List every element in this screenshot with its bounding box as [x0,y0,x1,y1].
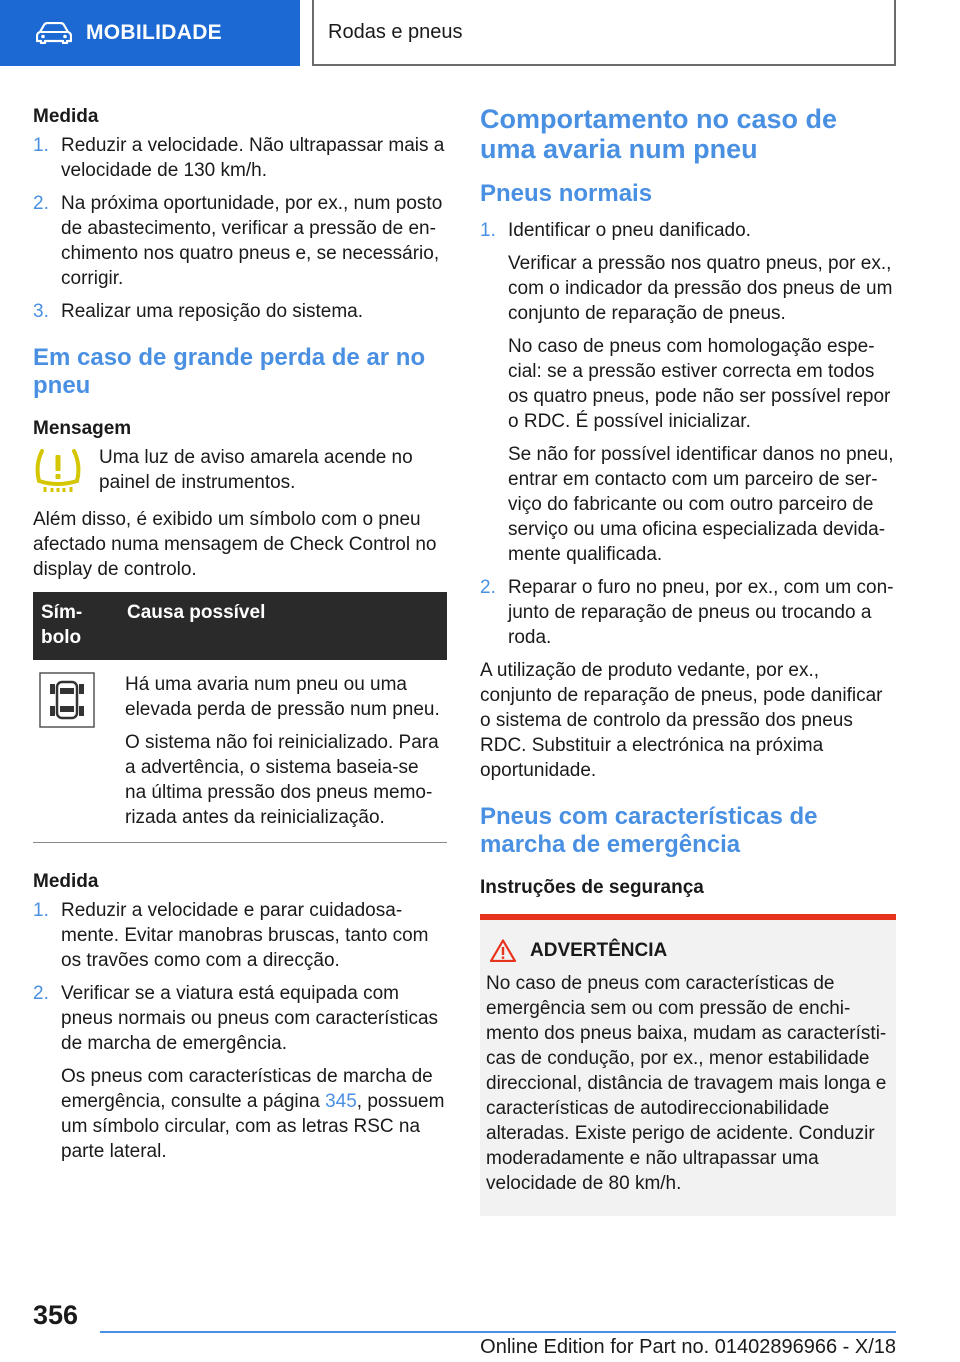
step-number: 2. [33,193,49,214]
list-item [33,133,447,183]
mensagem-text: Uma luz de aviso amarela acende no painel de instrumentos. [99,447,413,493]
list-item [33,191,447,291]
section-tab-label: MOBILIDADE [86,21,222,44]
tire-pressure-warning-icon [33,445,99,495]
step-text-block [508,218,896,567]
medida-steps [33,898,447,1164]
section-heading-marcha: Pneus com características de marcha de emergência [480,803,818,858]
step-text: Reduzir a velocidade. Não ultrapassar mais a velocidade de 130 km/h. [61,135,445,181]
table-header-simbolo: Símbolo [33,592,119,660]
step-extra-pre: Os pneus com características de marcha de emergência, consulte a página [61,1066,433,1112]
normais-steps [480,218,896,650]
causa-paragraph: Há uma avaria num pneu ou uma elevada perda de pressão num pneu. [125,674,440,720]
section-tab-mobilidade[interactable] [0,0,300,66]
step-text: Na próxima oportunidade, por ex., num posto de abastecimento, verificar a pressão de enchimento nos quatro pneus e, se necessário, corrigir. [61,193,443,289]
list-item [33,299,447,324]
mensagem-heading: Mensagem [33,418,132,439]
step-text: Verificar se a viatura está equipada com pneus normais ou pneus com características de marcha de emergência. [61,983,439,1054]
alem-paragraph: Além disso, é exibido um símbolo com o pneu afectado numa mensagem de Check Control no display de controlo. [33,509,437,580]
step-text: Verificar a pressão nos quatro pneus, por ex., com o indicador da pressão dos pneus de um conjunto de reparação de pneus. [508,253,893,324]
step-text: Se não for possível identificar danos no pneu, entrar em contacto com um parceiro de serviço do fabricante ou com outro parceiro de serviço ou uma oficina especializada devidamente qualificada. [508,444,894,565]
step-text-block [61,981,447,1164]
list-item [33,898,447,973]
left-column [33,104,447,1172]
step-number: 1. [480,220,496,241]
step-number: 1. [33,900,49,921]
utilizacao-paragraph: A utilização de produto vedante, por ex., conjunto de reparação de pneus, pode danificar o sistema de controlo da pressão dos pneus RDC. Substituir a electrónica na próxima oportunidade. [480,660,883,781]
right-column [480,104,896,1216]
step-text: Identificar o pneu danificado. [508,220,751,241]
section-heading-comportamento: Comportamento no caso de uma avaria num pneu [480,104,838,164]
list-item [33,981,447,1164]
warning-title: ADVERTÊNCIA [530,940,668,961]
medida-heading: Medida [33,871,99,892]
medida-heading: Medida [33,106,99,127]
step-text: No caso de pneus com homologação especial: se a pressão estiver correcta em todos os quatro pneus, pode não ser possível repor o RDC. É possível inicializar. [508,336,891,432]
step-number: 2. [480,577,496,598]
page-header [0,0,960,66]
step-text: Reduzir a velocidade e parar cuidadosamente. Evitar manobras bruscas, tanto com os travões como com a direcção. [61,900,429,971]
page-number: 356 [33,1300,79,1330]
list-item [480,575,896,650]
warning-box [480,914,896,1216]
car-icon [36,22,72,44]
step-text: Realizar uma reposição do sistema. [61,301,364,322]
footer-edition: Online Edition for Part no. 01402896966 - X/18 [480,1336,896,1358]
warning-text: No caso de pneus com características de emergência sem ou com pressão de enchimento dos pneus baixa, mudam as características de condução, por ex., menor estabilidade direccional, distância de travagem mais longa e características de autodireccionabilidade alteradas. Existe perigo de acidente. Conduzir moderadamente e não ultrapassar uma velocidade de 80 km/h. [486,973,887,1194]
step-extra-post: , possuem um símbolo circular, com as letras RSC na parte lateral. [61,1091,445,1162]
step-number: 2. [33,983,49,1004]
warning-triangle-icon [490,939,516,962]
table-cell-causa [119,660,447,843]
section-heading-normais: Pneus normais [480,180,653,207]
table-header-causa: Causa possível [119,592,447,660]
mensagem-row [33,445,447,495]
step-extra-text [61,1064,447,1164]
warning-title-row [486,938,888,963]
chapter-title: Rodas e pneus [312,0,896,66]
causa-paragraph: O sistema não foi reinicializado. Para a advertência, o sistema baseia-se na última pressão dos pneus memorizada antes da reinicialização. [125,732,439,828]
symbol-table [33,592,447,843]
step-number: 1. [33,135,49,156]
page-link-345[interactable]: 345 [325,1091,357,1112]
step-number: 3. [33,301,49,322]
table-row [33,660,447,843]
step-text: Reparar o furo no pneu, por ex., com um conjunto de reparação de pneus ou trocando a roda. [508,577,894,648]
tire-damage-symbol-icon [33,660,119,843]
list-item [480,218,896,567]
section-heading-grande-perda: Em caso de grande perda de ar no pneu [33,344,426,399]
medida-steps [33,133,447,324]
footer-divider [100,1331,896,1333]
seguranca-heading: Instruções de segurança [480,877,704,898]
